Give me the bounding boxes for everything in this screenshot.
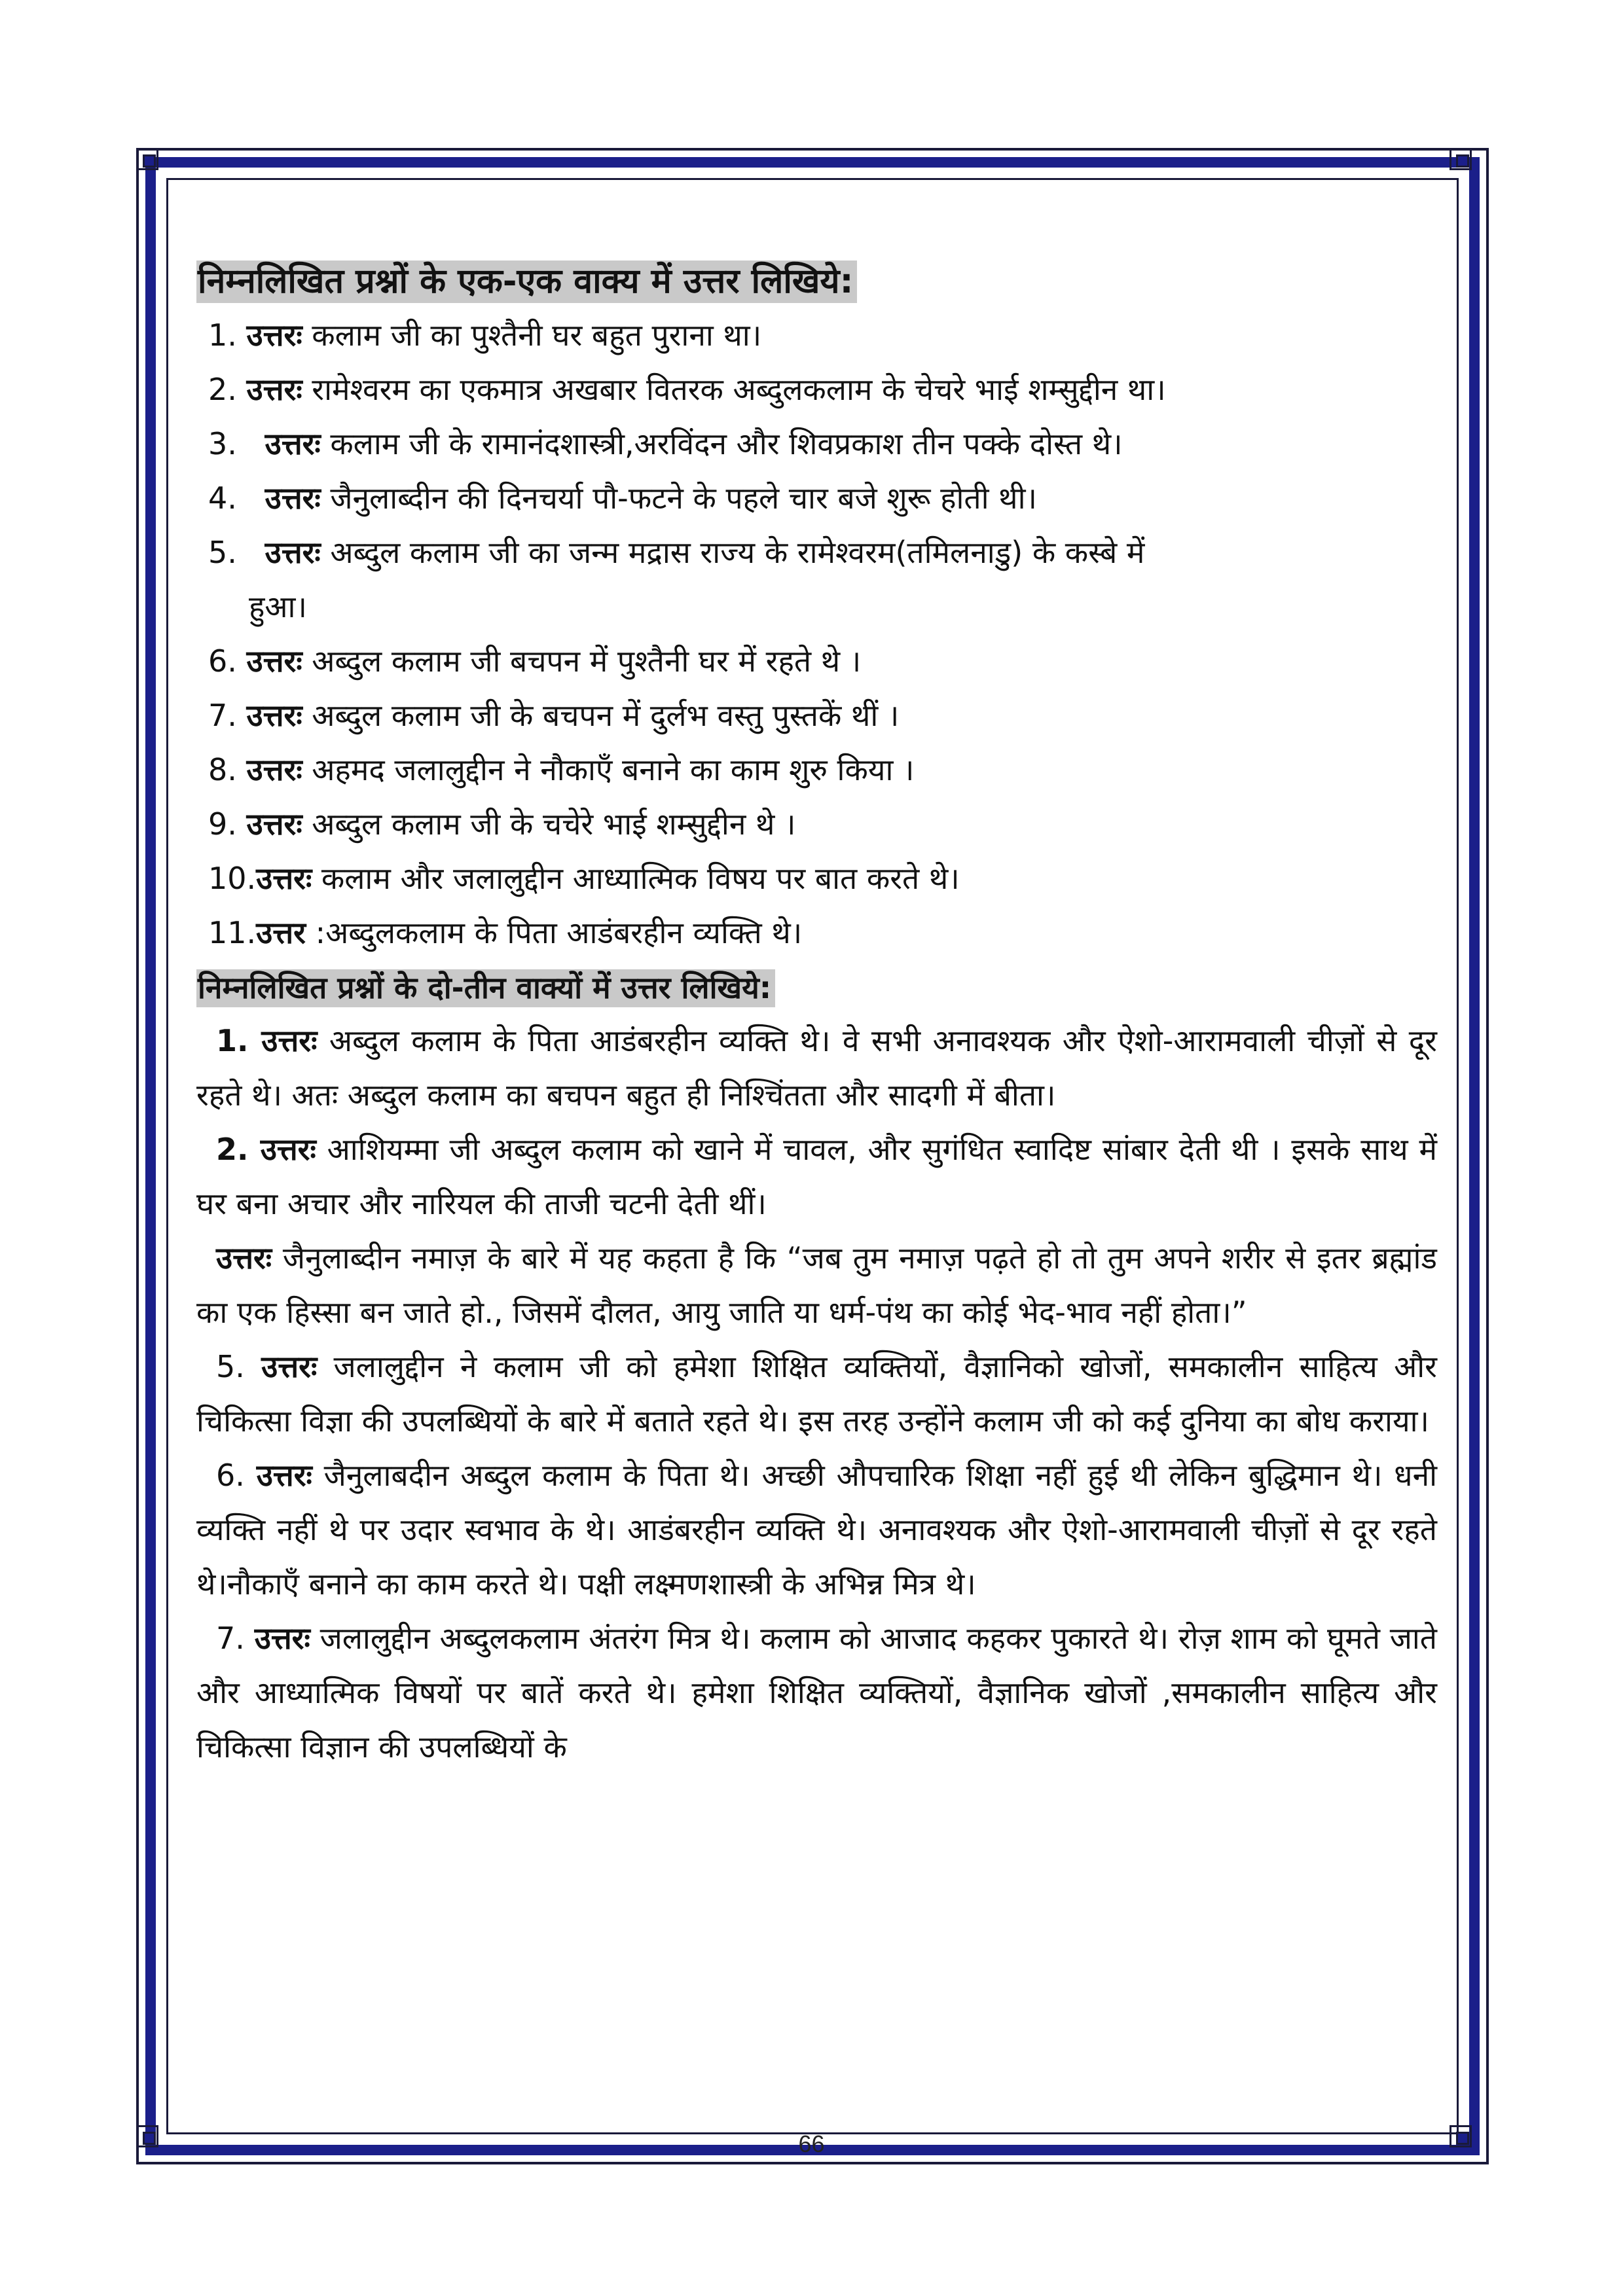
list-item: 6. उत्तरः अब्दुल कलाम जी बचपन में पुश्तैनी घर में रहते थे । <box>208 643 862 679</box>
list-item: 7. उत्तरः अब्दुल कलाम जी के बचपन में दुर्लभ वस्तु पुस्तकें थीं । <box>208 698 900 733</box>
list-item: 11.उत्तर :अब्दुलकलाम के पिता आडंबरहीन व्यक्ति थे। <box>208 915 803 950</box>
border-corner-ornament <box>136 148 175 187</box>
section2-answers <box>196 1014 1437 1774</box>
list-item-continuation: हुआ। <box>249 589 307 624</box>
section1-heading: निम्नलिखित प्रश्नों के एक-एक वाक्य में उत्तर लिखिये: <box>196 260 857 303</box>
list-item: 4. उत्तरः जैनुलाब्दीन की दिनचर्या पौ-फटने के पहले चार बजे शुरू होती थी। <box>208 480 1037 516</box>
border-corner-ornament <box>1450 148 1489 187</box>
answer-paragraph: 6. उत्तरः जैनुलाबदीन अब्दुल कलाम के पिता थे। अच्छी औपचारिक शिक्षा नहीं हुई थी लेकिन बुद्धिमान थे। धनी व्यक्ति नहीं थे पर उदार स्वभाव के थे। आडंबरहीन व्यक्ति थे। अनावश्यक और ऐशो-आरामवाली चीज़ों से दूर रहते थे।नौकाएँ बनाने का काम करते थे। पक्षी लक्ष्मणशास्त्री के अभिन्न मित्र थे। <box>196 1457 1438 1602</box>
list-item: 9. उत्तरः अब्दुल कलाम जी के चचेरे भाई शम्सुद्दीन थे । <box>208 806 796 842</box>
answer-paragraph: 2. उत्तरः आशियम्मा जी अब्दुल कलाम को खाने में चावल, और सुगंधित स्वादिष्ट सांबार देती थी । इसके साथ में घर बना अचार और नारियल की ताजी चटनी देती थीं। <box>196 1131 1437 1221</box>
page-number: 66 <box>798 2130 825 2157</box>
section2-heading: निम्नलिखित प्रश्नों के दो-तीन वाक्यों में उत्तर लिखिये: <box>196 969 775 1007</box>
list-item: 2. उत्तरः रामेश्वरम का एकमात्र अखबार वितरक अब्दुलकलाम के चेचरे भाई शम्सुद्दीन था। <box>208 372 1166 407</box>
list-item: 10.उत्तरः कलाम और जलालुद्दीन आध्यात्मिक विषय पर बात करते थे। <box>208 861 960 896</box>
answer-paragraph: 5. उत्तरः जलालुद्दीन ने कलाम जी को हमेशा शिक्षित व्यक्तियों, वैज्ञानिको खोजों, समकालीन साहित्य और चिकित्सा विज्ञा की उपलब्धियों के बारे में बताते रहते थे। इस तरह उन्होंने कलाम जी को कई दुनिया का बोध कराया। <box>196 1348 1437 1439</box>
answer-paragraph: 1. उत्तरः अब्दुल कलाम के पिता आडंबरहीन व्यक्ति थे। वे सभी अनावश्यक और ऐशो-आरामवाली चीज़ों से दूर रहते थे। अतः अब्दुल कलाम का बचपन बहुत ही निश्चिंतता और सादगी में बीता। <box>196 1022 1437 1113</box>
list-item: 8. उत्तरः अहमद जलालुद्दीन ने नौकाएँ बनाने का काम शुरु किया । <box>208 752 915 787</box>
list-item: 5. उत्तरः अब्दुल कलाम जी का जन्म मद्रास राज्य के रामेश्वरम(तमिलनाडु) के कस्बे में <box>208 535 1145 570</box>
section1-list <box>196 308 1437 960</box>
page-content <box>196 260 1437 1774</box>
answer-paragraph: उत्तरः जैनुलाब्दीन नमाज़ के बारे में यह कहता है कि “जब तुम नमाज़ पढ़ते हो तो तुम अपने शरीर से इतर ब्रह्मांड का एक हिस्सा बन जाते हो., जिसमें दौलत, आयु जाति या धर्म-पंथ का कोई भेद-भाव नहीं होता।” <box>196 1240 1438 1330</box>
list-item: 3. उत्तरः कलाम जी के रामानंदशास्त्री,अरविंदन और शिवप्रकाश तीन पक्के दोस्त थे। <box>208 426 1123 461</box>
list-item: 1. उत्तरः कलाम जी का पुश्तैनी घर बहुत पुराना था। <box>208 317 762 353</box>
answer-paragraph: 7. उत्तरः जलालुद्दीन अब्दुलकलाम अंतरंग मित्र थे। कलाम को आजाद कहकर पुकारते थे। रोज़ शाम को घूमते जाते और आध्यात्मिक विषयों पर बातें करते थे। हमेशा शिक्षित व्यक्तियों, वैज्ञानिक खोजों ,समकालीन साहित्य और चिकित्सा विज्ञान की उपलब्धियों के <box>196 1620 1438 1765</box>
